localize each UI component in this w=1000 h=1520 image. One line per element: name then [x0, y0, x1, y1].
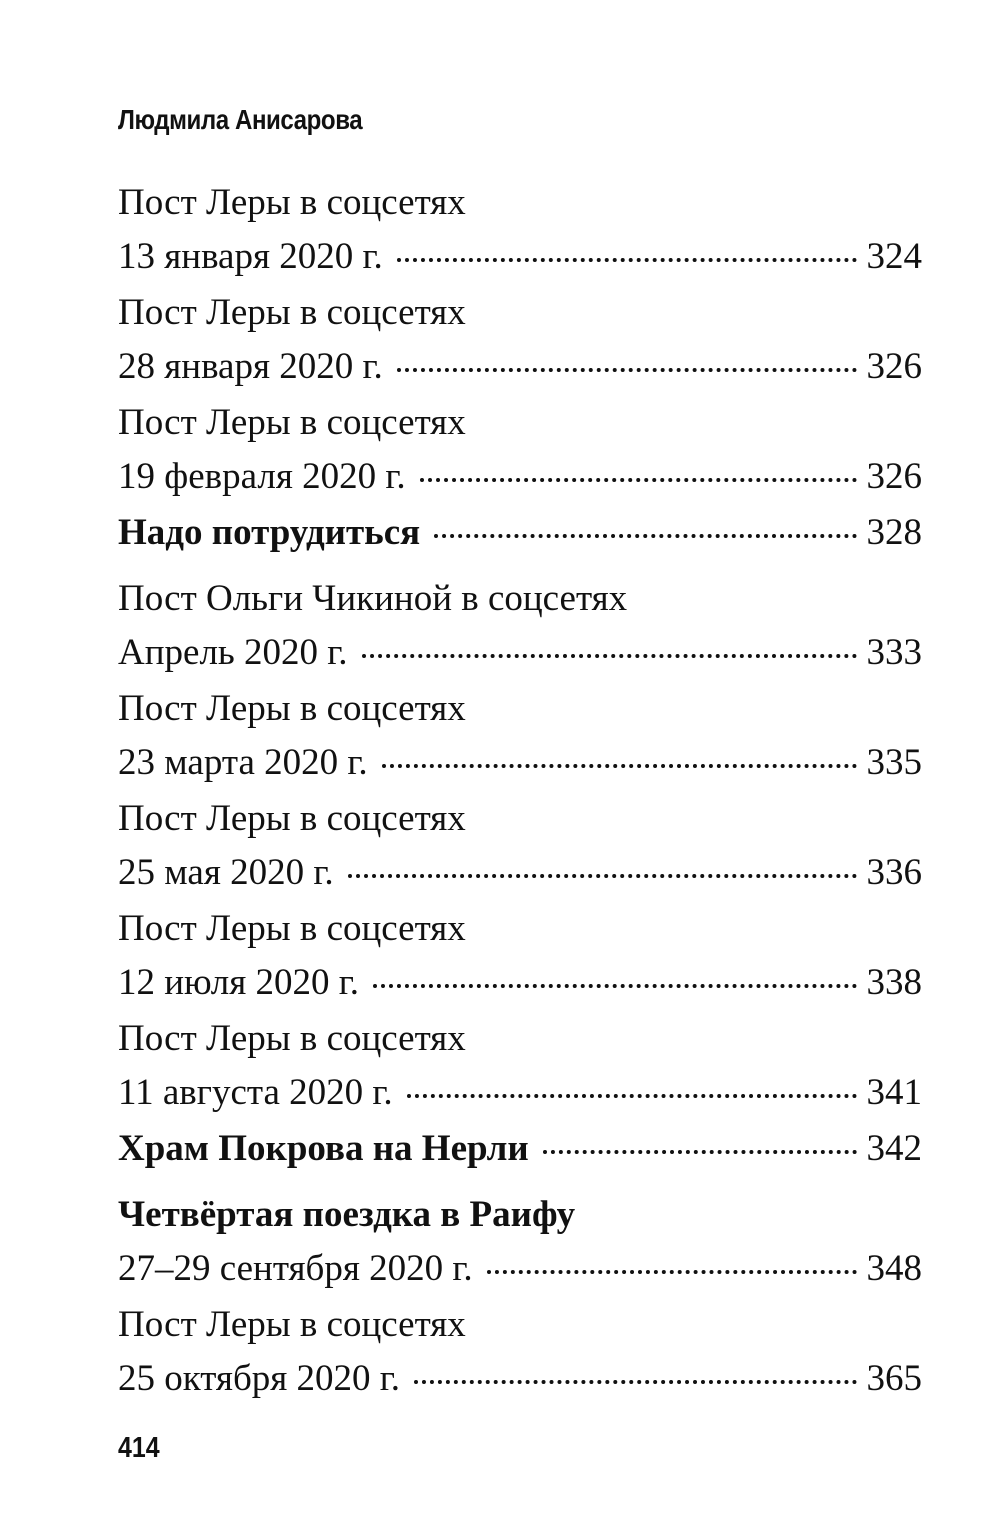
toc-entry-page-number: 335 [866, 742, 922, 783]
toc-entry [118, 572, 922, 680]
dot-leader [407, 1094, 857, 1098]
toc-entry-title: Пост Леры в соцсетях [118, 1304, 466, 1345]
toc-entry-leader-line [118, 340, 922, 394]
toc-entry-title: Пост Ольги Чикиной в соцсетях [118, 578, 628, 619]
toc-entry [118, 1298, 922, 1406]
toc-entry-leader-line [118, 1122, 922, 1176]
dot-leader [397, 258, 857, 262]
toc-entry-subtitle: 19 февраля 2020 г. [118, 456, 406, 497]
toc-entry-page-number: 342 [866, 1128, 922, 1169]
toc-entry-title: Пост Леры в соцсетях [118, 688, 466, 729]
toc-entry-subtitle: 13 января 2020 г. [118, 236, 383, 277]
dot-leader [348, 874, 857, 878]
toc-entry-subtitle: 25 октября 2020 г. [118, 1358, 401, 1399]
toc-entry-subtitle: 11 августа 2020 г. [118, 1072, 393, 1113]
toc-entry-page-number: 365 [866, 1358, 922, 1399]
toc-entry-chapter [118, 1122, 922, 1176]
toc-entry [118, 396, 922, 504]
toc-entry-subtitle: 23 марта 2020 г. [118, 742, 368, 783]
dot-leader [434, 534, 856, 538]
toc-entry [118, 682, 922, 790]
dot-leader [543, 1150, 857, 1154]
toc-entry-title: Пост Леры в соцсетях [118, 908, 466, 949]
dot-leader [414, 1380, 856, 1384]
toc-entry-subtitle: 28 января 2020 г. [118, 346, 383, 387]
toc-entry-page-number: 333 [866, 632, 922, 673]
toc-entry-title: Пост Леры в соцсетях [118, 1018, 466, 1059]
dot-leader [487, 1270, 857, 1274]
toc-entry-page-number: 326 [866, 456, 922, 497]
toc-entry-page-number: 338 [866, 962, 922, 1003]
toc-entry-title: Пост Леры в соцсетях [118, 402, 466, 443]
toc-entry-leader-line [118, 736, 922, 790]
dot-leader [382, 764, 857, 768]
toc-entry-page-number: 341 [866, 1072, 922, 1113]
toc-entry-leader-line [118, 1066, 922, 1120]
toc-entry-page-number: 348 [866, 1248, 922, 1289]
running-head-author: Людмила Анисарова [118, 104, 363, 135]
toc-entry-title: Пост Леры в соцсетях [118, 182, 466, 223]
toc-entry-page-number: 324 [866, 236, 922, 277]
toc-entry-title: Пост Леры в соцсетях [118, 292, 466, 333]
toc-entry-leader-line [118, 846, 922, 900]
dot-leader [420, 478, 857, 482]
toc-entry-subtitle: 27–29 сентября 2020 г. [118, 1248, 473, 1289]
toc-chapter-title: Храм Покрова на Нерли [118, 1128, 529, 1169]
toc-entry-leader-line [118, 450, 922, 504]
toc-entry-subtitle: Апрель 2020 г. [118, 632, 348, 673]
toc-entry-page-number: 336 [866, 852, 922, 893]
toc-entry-leader-line [118, 956, 922, 1010]
toc-chapter-title: Четвёртая поездка в Раифу [118, 1194, 576, 1235]
toc-entry [118, 1012, 922, 1120]
dot-leader [397, 368, 857, 372]
toc-entry [118, 176, 922, 284]
toc-entry [118, 286, 922, 394]
toc-entry-leader-line [118, 1242, 922, 1296]
table-of-contents [118, 176, 922, 1408]
toc-entry-leader-line [118, 230, 922, 284]
toc-entry-title: Пост Леры в соцсетях [118, 798, 466, 839]
dot-leader [373, 984, 856, 988]
toc-entry-leader-line [118, 626, 922, 680]
toc-entry-chapter [118, 1188, 922, 1296]
toc-entry-subtitle: 25 мая 2020 г. [118, 852, 334, 893]
toc-entry-page-number: 328 [866, 512, 922, 553]
toc-entry-leader-line [118, 1352, 922, 1406]
folio-page-number: 414 [118, 1432, 160, 1464]
toc-chapter-title: Надо потрудиться [118, 512, 421, 553]
dot-leader [362, 654, 857, 658]
toc-entry [118, 792, 922, 900]
toc-entry-page-number: 326 [866, 346, 922, 387]
toc-entry-subtitle: 12 июля 2020 г. [118, 962, 360, 1003]
toc-entry-chapter [118, 506, 922, 560]
toc-entry-leader-line [118, 506, 922, 560]
toc-entry [118, 902, 922, 1010]
